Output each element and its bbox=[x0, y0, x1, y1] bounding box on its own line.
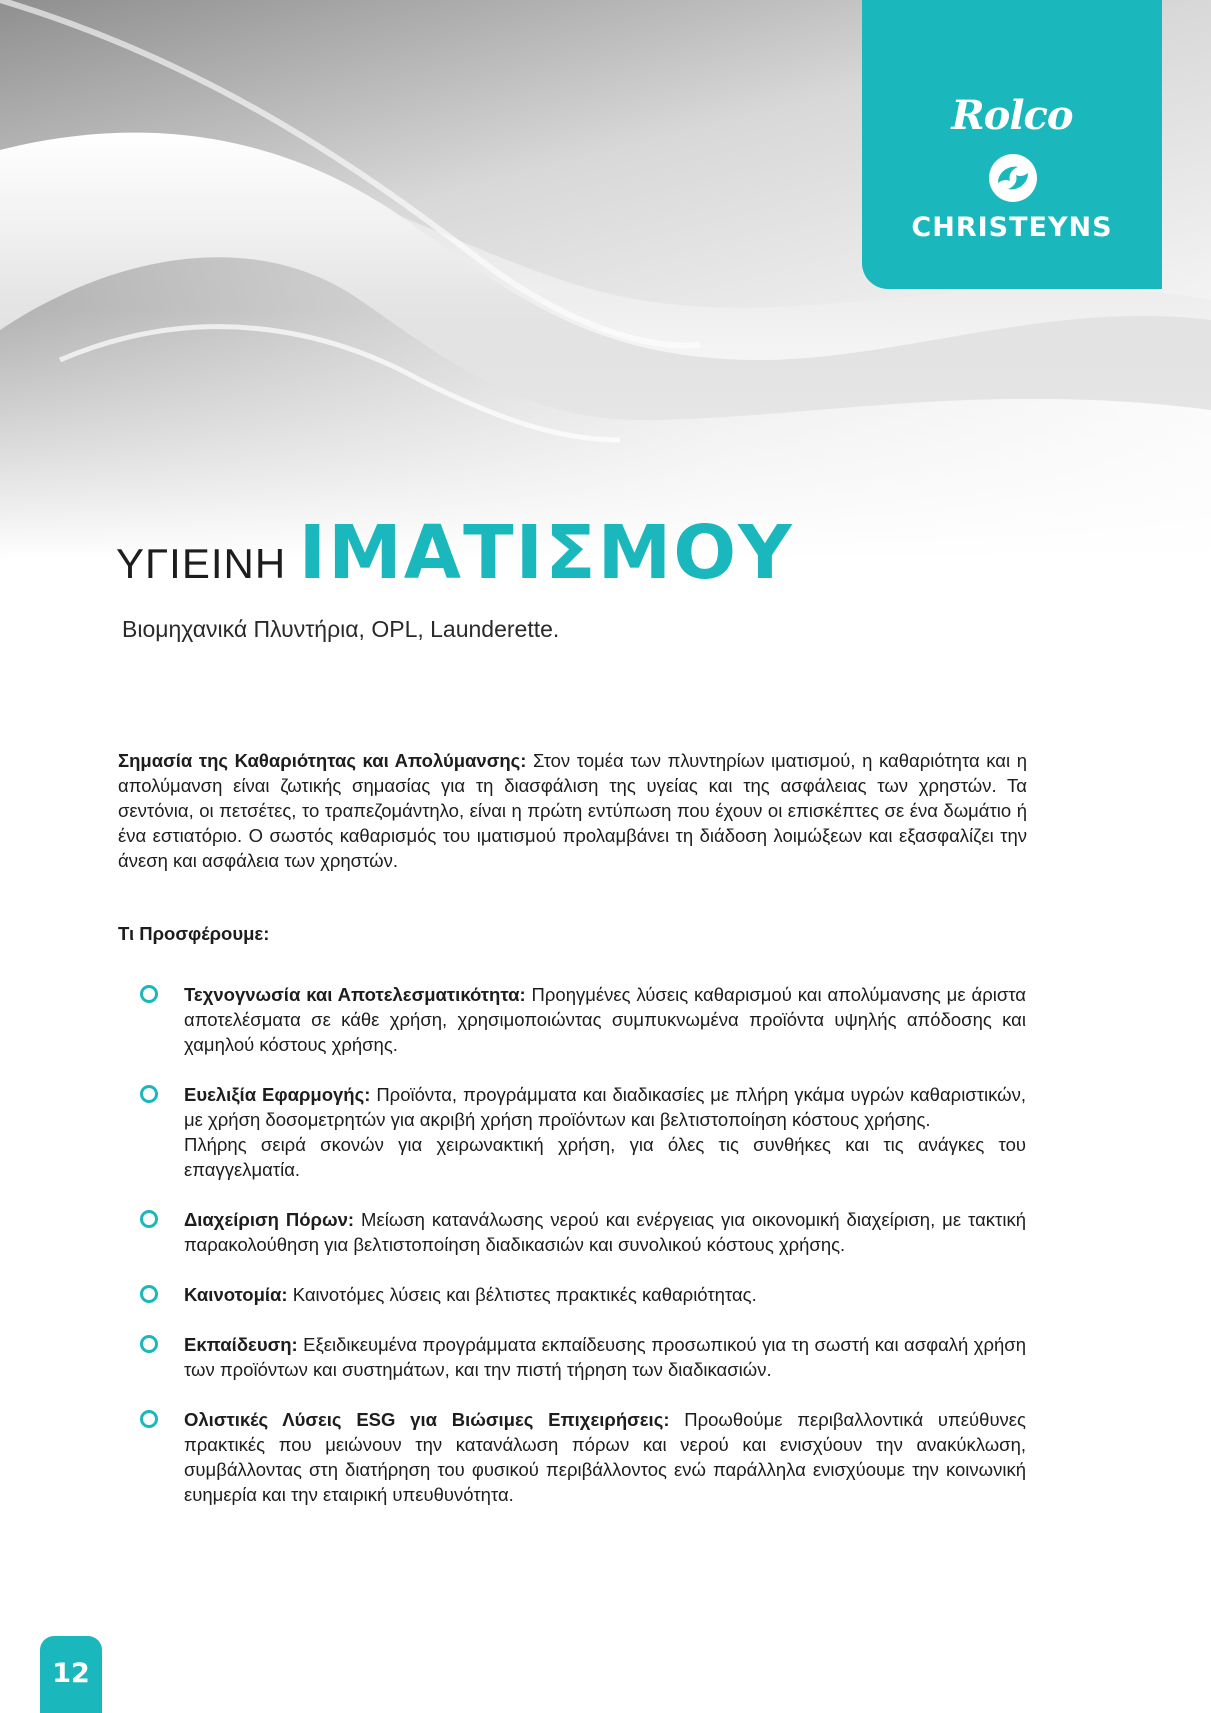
offer-list bbox=[140, 982, 1026, 1507]
list-item bbox=[140, 982, 1026, 1057]
brand-logo-box bbox=[862, 0, 1162, 289]
item-text: Μείωση κατανάλωσης νερού και ενέργειας για οικονομική διαχείριση, με τακτική παρακολούθηση για βελτιστοποίηση διαδικασιών και συνολικού κόστους χρήσης. bbox=[184, 1209, 1026, 1255]
item-lead: Τεχνογνωσία και Αποτελεσματικότητα: bbox=[184, 984, 526, 1005]
list-item bbox=[140, 1207, 1026, 1257]
page-subtitle: Βιομηχανικά Πλυντήρια, OPL, Launderette. bbox=[122, 616, 560, 642]
item-lead: Εκπαίδευση: bbox=[184, 1334, 298, 1355]
item-lead: Ευελιξία Εφαρμογής: bbox=[184, 1084, 371, 1105]
circle-bullet-icon bbox=[140, 1210, 158, 1228]
item-text: Προωθούμε περιβαλλοντικά υπεύθυνες πρακτικές που μειώνουν την κατανάλωση πόρων και νερού και ενισχύουν την ανακύκλωση, συμβάλλοντας στη διατήρηση του φυσικού περιβάλλοντος ενώ παράλληλα ενισχύουμε την κοινωνική ευημερία και την εταιρική υπευθυνότητα. bbox=[184, 1409, 1026, 1505]
intro-text: Στον τομέα των πλυντηρίων ιματισμού, η καθαριότητα και η απολύμανση είναι ζωτικής σημασίας για τη διασφάλιση της υγείας και της ασφάλειας των χρηστών. Τα σεντόνια, οι πετσέτες, το τραπεζομάντηλο, είναι η πρώτη εντύπωση που έχουν οι επισκέπτες σε ένα δωμάτιο ή ένα εστιατόριο. Ο σωστός καθαρισμός του ιματισμού προλαμβάνει τη διάδοση λοιμώξεων και εξασφαλίζει την άνεση και ασφάλεια των χρηστών. bbox=[118, 750, 1027, 871]
christeyns-logo: CHRISTEYNS bbox=[911, 212, 1113, 243]
item-lead: Ολιστικές Λύσεις ESG για Βιώσιμες Επιχειρήσεις: bbox=[184, 1409, 670, 1430]
list-item bbox=[140, 1282, 1026, 1307]
rolco-logo: Rolco bbox=[951, 92, 1073, 139]
item-text: Καινοτόμες λύσεις και βέλτιστες πρακτικές καθαριότητας. bbox=[287, 1284, 757, 1305]
list-item bbox=[140, 1082, 1026, 1182]
item-lead: Διαχείριση Πόρων: bbox=[184, 1209, 355, 1230]
page-number: 12 bbox=[40, 1636, 102, 1713]
item-text: Προηγμένες λύσεις καθαρισμού και απολύμανσης με άριστα αποτελέσματα σε κάθε χρήση, χρησιμοποιώντας συμπυκνωμένα προϊόντα υψηλής απόδοσης και χαμηλού κόστους χρήσης. bbox=[184, 984, 1026, 1055]
intro-lead: Σημασία της Καθαριότητας και Απολύμανσης: bbox=[118, 750, 527, 771]
circle-bullet-icon bbox=[140, 1335, 158, 1353]
item-lead: Καινοτομία: bbox=[184, 1284, 288, 1305]
list-item bbox=[140, 1332, 1026, 1382]
offer-heading: Τι Προσφέρουμε: bbox=[118, 923, 270, 944]
circle-bullet-icon bbox=[140, 1410, 158, 1428]
circle-bullet-icon bbox=[140, 985, 158, 1003]
item-text: Εξειδικευμένα προγράμματα εκπαίδευσης προσωπικού για τη σωστή και ασφαλή χρήση των προϊόντων και συστημάτων, και την πιστή τήρηση των διαδικασιών. bbox=[184, 1334, 1026, 1380]
page-title bbox=[116, 510, 794, 596]
title-bold: ΙΜΑΤΙΣΜΟΥ bbox=[298, 510, 794, 596]
item-extra-text: Πλήρης σειρά σκονών για χειρωνακτική χρήση, για όλες τις συνθήκες και τις ανάγκες του επαγγελματία. bbox=[184, 1134, 1026, 1180]
christeyns-mark-icon bbox=[988, 153, 1038, 203]
title-light: ΥΓΙΕΙΝΗ bbox=[116, 540, 287, 587]
circle-bullet-icon bbox=[140, 1085, 158, 1103]
intro-paragraph bbox=[118, 748, 1027, 873]
item-text: Προϊόντα, προγράμματα και διαδικασίες με πλήρη γκάμα υγρών καθαριστικών, με χρήση δοσομετρητών για ακριβή χρήση προϊόντων και βελτιστοποίηση κόστους χρήσης. bbox=[184, 1084, 1026, 1130]
list-item bbox=[140, 1407, 1026, 1507]
circle-bullet-icon bbox=[140, 1285, 158, 1303]
